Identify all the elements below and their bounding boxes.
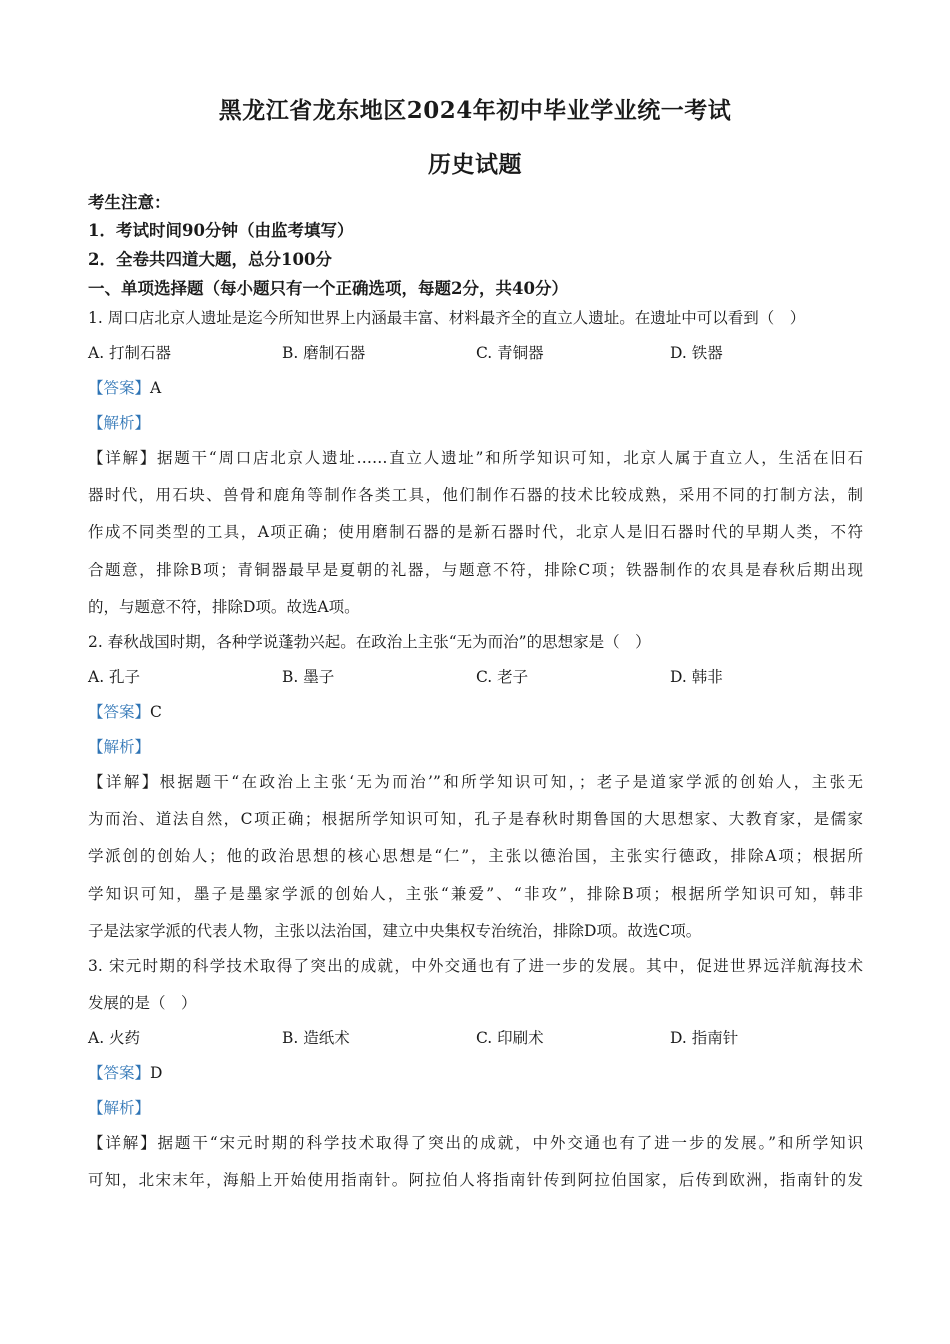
question-3-option-d: D. 指南针: [670, 1029, 739, 1047]
question-2-detail-line: 子是法家学派的代表人物，主张以法治国，建立中央集权专治统治，排除D项。故选C项。: [88, 922, 702, 940]
detail-text: 据题干“宋元时期的科学技术取得了突出的成就，中外交通也有了进一步的发展。”和所学知识: [157, 1134, 863, 1152]
detail-text: 据题干“周口店北京人遗址……直立人遗址”和所学知识可知，北京人属于直立人，生活在旧石: [157, 449, 863, 467]
answer-label: 【答案】: [88, 379, 151, 397]
exam-subject-title: 历史试题: [428, 151, 522, 178]
question-1-detail-line: 作成不同类型的工具，A项正确；使用磨制石器的是新石器时代，北京人是旧石器时代的早期人类，不符: [88, 523, 863, 541]
question-1-analysis-label: 【解析】: [88, 414, 151, 432]
question-3-detail-line: [88, 1133, 863, 1153]
notice-item-2: 2．全卷共四道大题，总分100分: [88, 250, 332, 269]
question-3-option-a: A. 火药: [88, 1029, 141, 1047]
question-2-option-c: C. 老子: [476, 668, 529, 686]
detail-text: 根据题干“在政治上主张‘无为而治’”和所学知识可知，；老子是道家学派的创始人，主张无: [159, 773, 863, 791]
question-2-detail-line: 学派创的创始人；他的政治思想的核心思想是“仁”，主张以德治国，主张实行德政，排除A项；根据所: [88, 847, 863, 865]
question-1-option-b: B. 磨制石器: [282, 344, 366, 362]
question-2-detail-line: [88, 772, 863, 792]
question-2-detail-line: 学知识可知，墨子是墨家学派的创始人，主张“兼爱”、“非攻”，排除B项；根据所学知识可知，韩非: [88, 885, 863, 903]
question-1-detail-line: 的，与题意不符，排除D项。故选A项。: [88, 598, 360, 616]
detail-label: 【详解】: [88, 1134, 158, 1152]
question-2-answer: [88, 702, 863, 722]
notice-item-1: 1．考试时间90分钟（由监考填写）: [88, 221, 354, 240]
answer-value: D: [150, 1064, 163, 1082]
question-1-option-c: C. 青铜器: [476, 344, 544, 362]
question-1-answer: [88, 378, 863, 398]
question-2-stem: 2. 春秋战国时期，各种学说蓬勃兴起。在政治上主张“无为而治”的思想家是（ ）: [88, 633, 651, 651]
question-3-stem: 发展的是（ ）: [88, 994, 197, 1012]
detail-label: 【详解】: [88, 449, 158, 467]
question-2-analysis-label: 【解析】: [88, 738, 151, 756]
question-1-option-d: D. 铁器: [670, 344, 723, 362]
question-1-option-a: A. 打制石器: [88, 344, 172, 362]
question-3-answer: [88, 1063, 863, 1083]
question-2-detail-line: 为而治、道法自然，C项正确；根据所学知识可知，孔子是春秋时期鲁国的大思想家、大教育家，是儒家: [88, 810, 863, 828]
question-3-analysis-label: 【解析】: [88, 1099, 151, 1117]
answer-label: 【答案】: [88, 703, 151, 721]
notice-heading: 考生注意：: [88, 193, 171, 212]
question-2-option-a: A. 孔子: [88, 668, 141, 686]
question-1-detail-line: [88, 448, 863, 468]
question-1-stem: 1. 周口店北京人遗址是迄今所知世界上内涵最丰富、材料最齐全的直立人遗址。在遗址中可以看到（ ）: [88, 309, 806, 327]
question-2-option-d: D. 韩非: [670, 668, 723, 686]
section-heading: 一、单项选择题（每小题只有一个正确选项，每题2分，共40分）: [88, 279, 568, 298]
question-3-option-c: C. 印刷术: [476, 1029, 544, 1047]
detail-label: 【详解】: [88, 773, 160, 791]
question-3-option-b: B. 造纸术: [282, 1029, 350, 1047]
question-3-detail-line: 可知，北宋末年，海船上开始使用指南针。阿拉伯人将指南针传到阿拉伯国家，后传到欧洲，指南针的发: [88, 1171, 863, 1189]
answer-value: A: [150, 379, 162, 397]
question-1-detail-line: 合题意，排除B项；青铜器最早是夏朝的礼器，与题意不符，排除C项；铁器制作的农具是春秋后期出现: [88, 561, 863, 579]
question-2-option-b: B. 墨子: [282, 668, 335, 686]
exam-title: 黑龙江省龙东地区2024年初中毕业学业统一考试: [218, 97, 732, 124]
answer-value: C: [150, 703, 162, 721]
question-1-detail-line: 器时代，用石块、兽骨和鹿角等制作各类工具，他们制作石器的技术比较成熟，采用不同的打制方法，制: [88, 486, 863, 504]
answer-label: 【答案】: [88, 1064, 151, 1082]
question-3-stem: 3. 宋元时期的科学技术取得了突出的成就，中外交通也有了进一步的发展。其中，促进世界远洋航海技术: [88, 957, 863, 975]
